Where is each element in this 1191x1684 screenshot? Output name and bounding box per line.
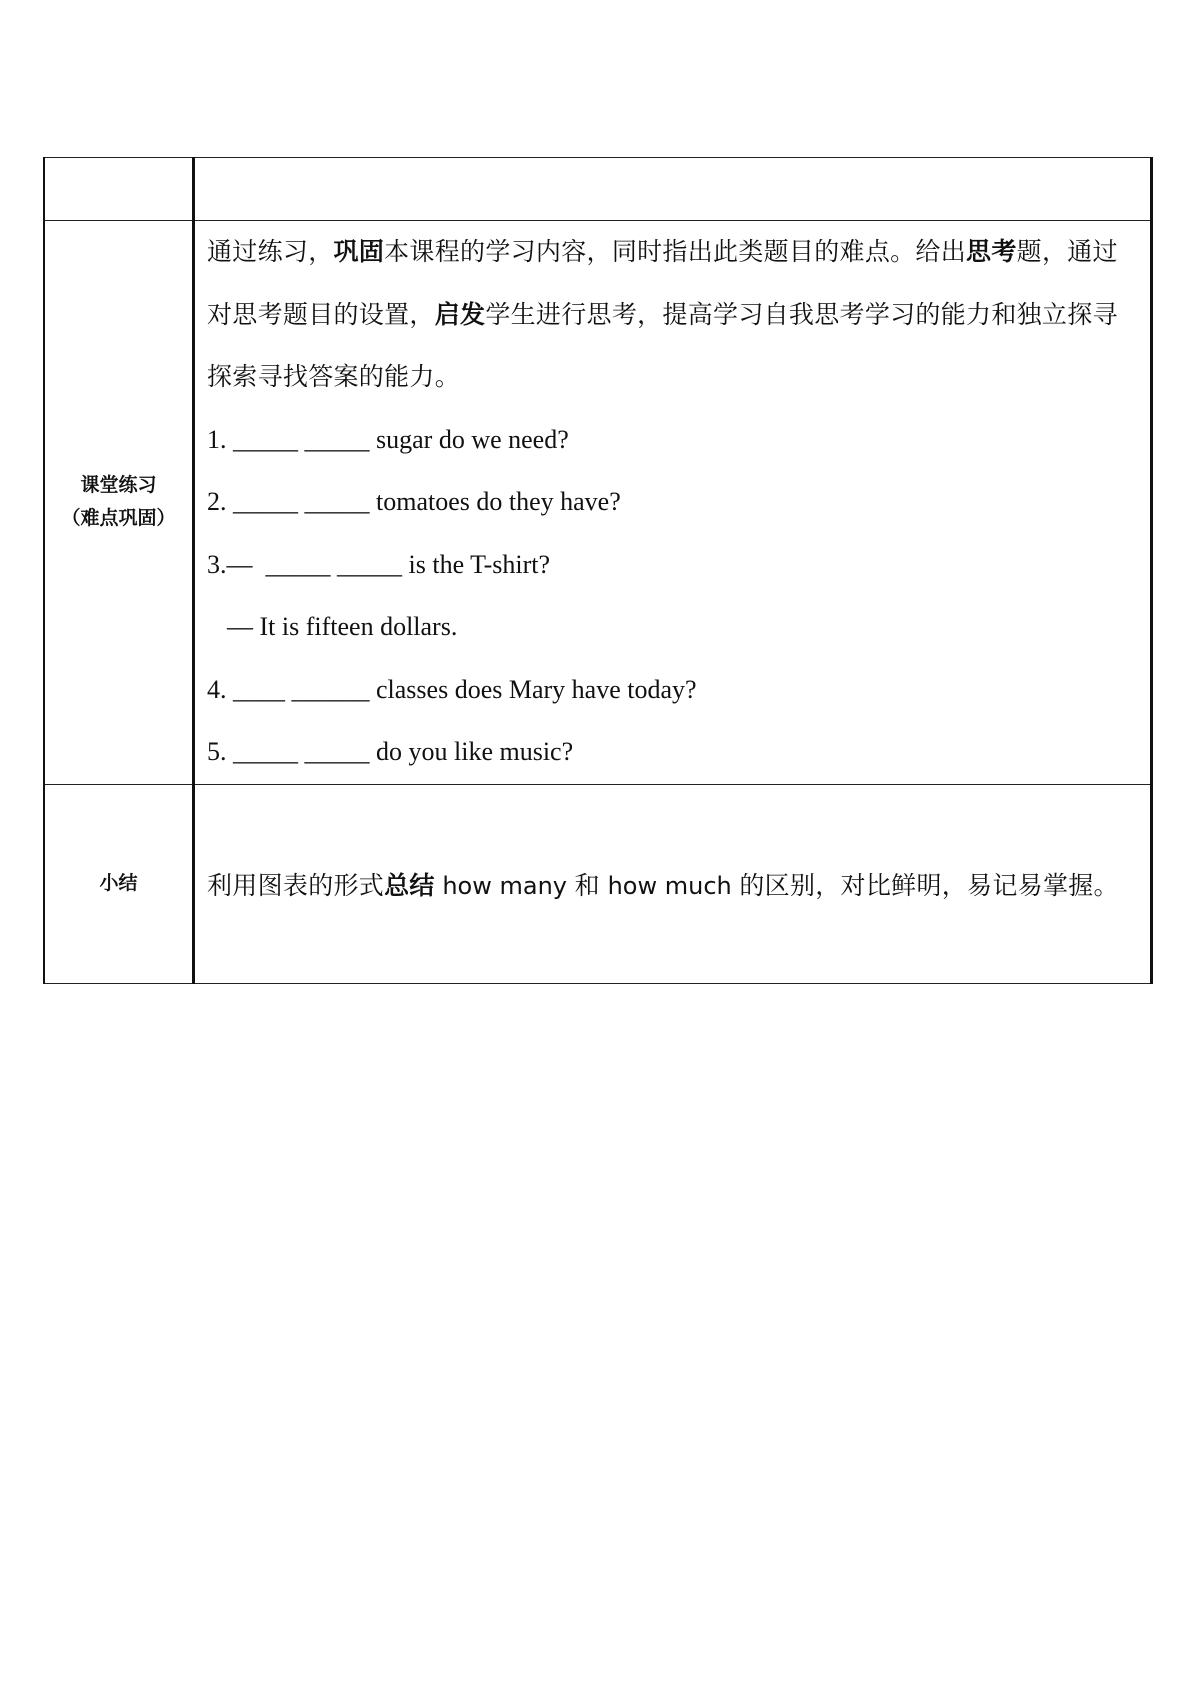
summary-text-2: 和	[574, 871, 600, 901]
intro-bold-3: 启发	[434, 299, 486, 329]
row-label-practice	[44, 221, 194, 785]
summary-text-3: 的区别，对比鲜明，易记易掌握。	[739, 871, 1119, 901]
practice-label-line2: （难点巩固）	[61, 507, 176, 530]
row-content-summary	[194, 784, 1152, 983]
summary-bold-1: 总结	[384, 871, 435, 901]
question-1: 1. _____ _____ sugar do we need?	[207, 424, 569, 454]
row-label-summary: 小结	[44, 784, 194, 983]
intro-text-3: 题，通过对思考题目的设置，	[207, 237, 1118, 329]
intro-bold-1: 巩固	[333, 237, 385, 266]
table-row-practice	[44, 221, 1152, 785]
intro-text-4: 学生进行思考，提高学习自我思考学习的能力和独立探寻探索寻找答案的能力。	[207, 299, 1118, 391]
question-3: 3.— _____ _____ is the T-shirt?	[207, 549, 551, 579]
question-3-answer: — It is fifteen dollars.	[227, 612, 458, 641]
practice-label-line1: 课堂练习	[80, 474, 157, 497]
summary-text-1: 利用图表的形式	[207, 871, 385, 901]
intro-text-2: 本课程的学习内容，同时指出此类题目的难点。给出	[384, 237, 967, 266]
lesson-plan-table	[43, 157, 1153, 984]
question-4: 4. ____ ______ classes does Mary have today?	[207, 674, 697, 704]
practice-intro	[207, 221, 1140, 409]
question-5: 5. _____ _____ do you like music?	[207, 737, 574, 766]
row-content-top	[194, 158, 1152, 221]
summary-text	[207, 849, 1140, 918]
table-row-top	[44, 158, 1152, 221]
summary-english-1: how many	[434, 872, 575, 901]
row-content-practice	[194, 221, 1152, 785]
intro-text-1: 通过练习，	[207, 237, 334, 266]
summary-english-2: how much	[599, 872, 740, 901]
row-label-top	[44, 158, 194, 221]
question-2: 2. _____ _____ tomatoes do they have?	[207, 487, 621, 516]
intro-bold-2: 思考	[966, 237, 1017, 266]
table-row-summary	[44, 784, 1152, 983]
